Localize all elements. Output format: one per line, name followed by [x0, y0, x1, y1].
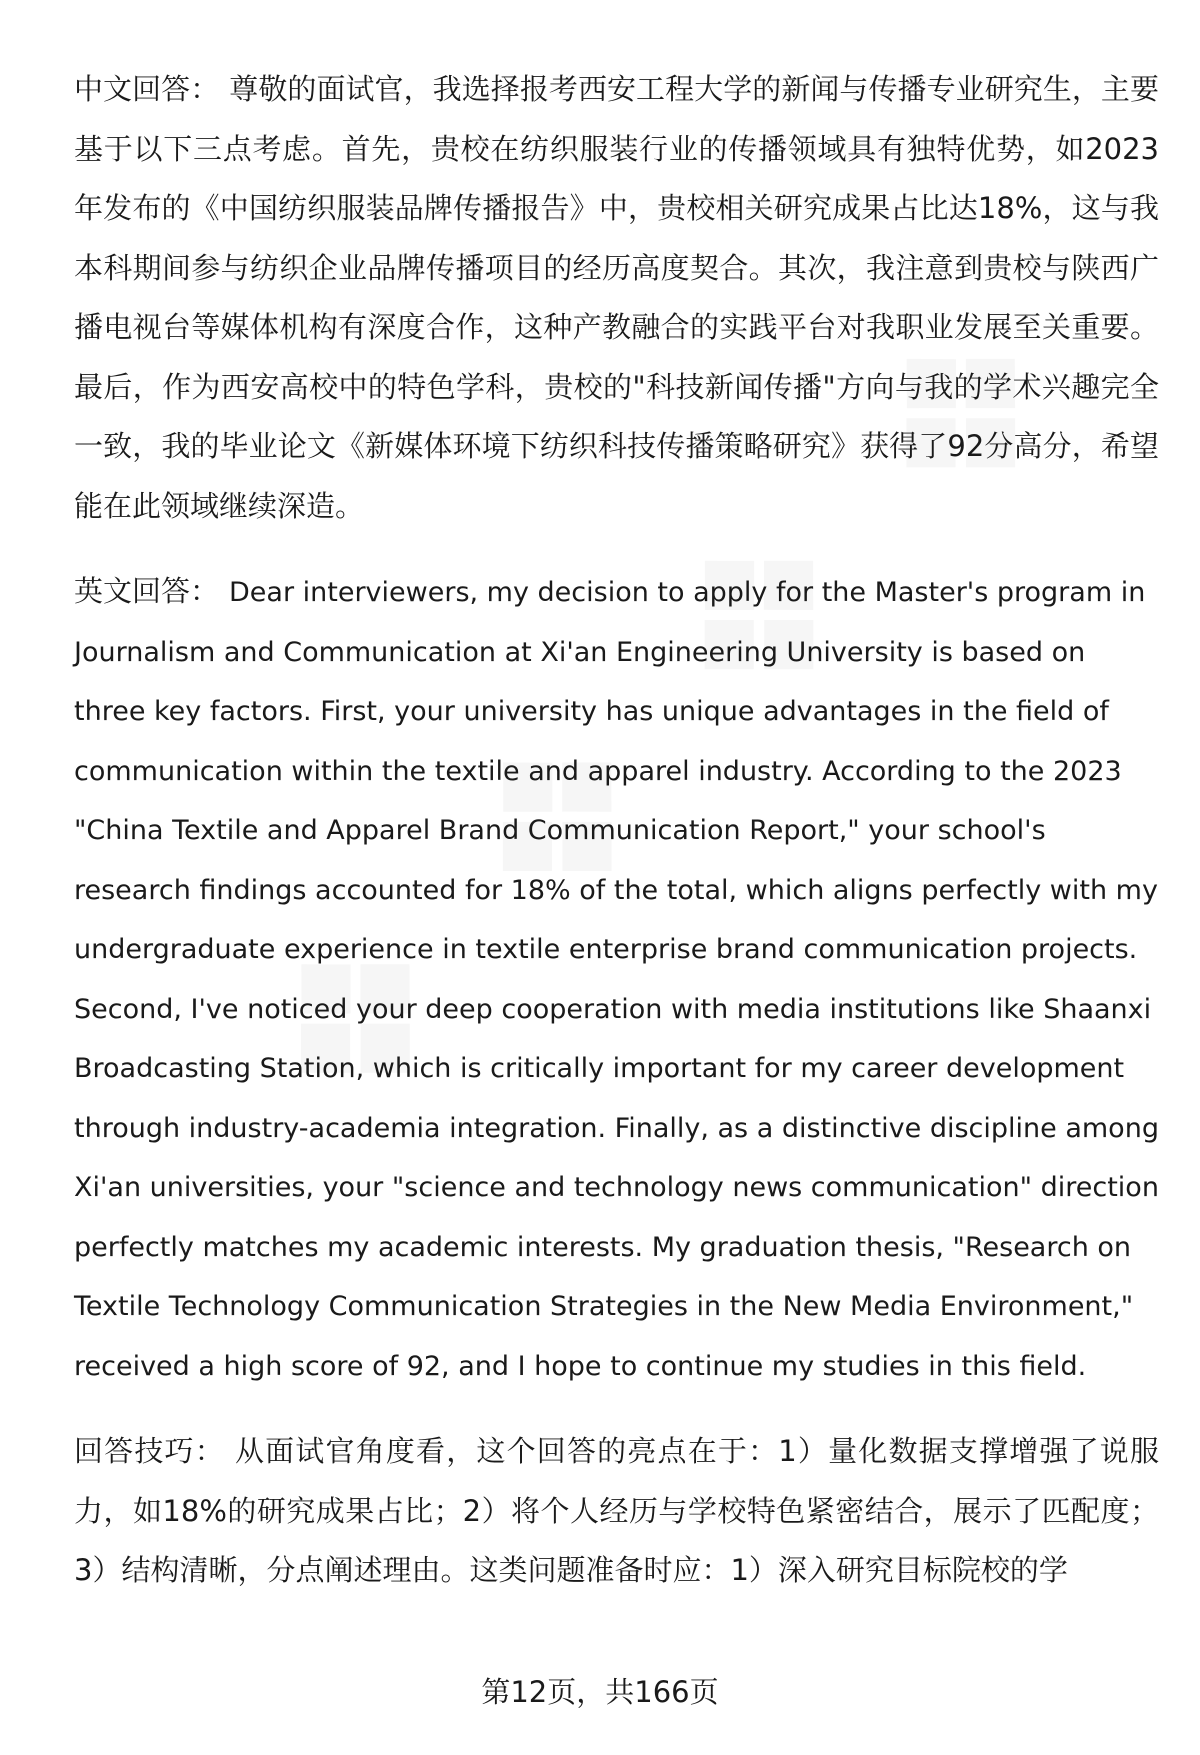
chinese-answer-text: 尊敬的面试官，我选择报考西安工程大学的新闻与传播专业研究生，主要基于以下三点考虑。首先，贵校在纺织服装行业的传播领域具有独特优势，如2023年发布的《中国纺织服装品牌传播报告》中，贵校相关研究成果占比达18%，这与我本科期间参与纺织企业品牌传播项目的经历高度契合。其次，我注意到贵校与陕西广播电视台等媒体机构有深度合作，这种产教融合的实践平台对我职业发展至关重要。最后，作为西安高校中的特色学科，贵校的"科技新闻传播"方向与我的学术兴趣完全一致，我的毕业论文《新媒体环境下纺织科技传播策略研究》获得了92分高分，希望能在此领域继续深造。: [74, 72, 1159, 523]
chinese-answer-paragraph: [74, 60, 1159, 536]
chinese-answer-label: 中文回答：: [74, 72, 220, 106]
english-answer-label: 英文回答：: [74, 574, 220, 608]
page-content: [74, 60, 1159, 1627]
answer-tips-paragraph: [74, 1422, 1159, 1601]
answer-tips-text: 从面试官角度看，这个回答的亮点在于：1）量化数据支撑增强了说服力，如18%的研究成果占比；2）将个人经历与学校特色紧密结合，展示了匹配度；3）结构清晰，分点阐述理由。这类问题准备时应：1）深入研究目标院校的学: [74, 1434, 1159, 1587]
page-number-footer: 第12页，共166页: [481, 1675, 719, 1709]
english-answer-text: Dear interviewers, my decision to apply for the Master's program in Journalism and Communication at Xi'an Engineering University is based on three key factors. First, your university has unique advantages in the field of communication within the textile and apparel industry. According to the 2023 "China Textile and Apparel Brand Communication Report," your school's research findings accounted for 18% of the total, which aligns perfectly with my undergraduate experience in textile enterprise brand communication projects. Second, I've noticed your deep cooperation with media institutions like Shaanxi Broadcasting Station, which is critically important for my career development through industry-academia integration. Finally, as a distinctive discipline among Xi'an universities, your "science and technology news communication" direction perfectly matches my academic interests. My graduation thesis, "Research on Textile Technology Communication Strategies in the New Media Environment," received a high score of 92, and I hope to continue my studies in this field.: [74, 577, 1159, 1382]
answer-tips-label: 回答技巧：: [74, 1434, 225, 1468]
english-answer-paragraph: [74, 562, 1159, 1396]
